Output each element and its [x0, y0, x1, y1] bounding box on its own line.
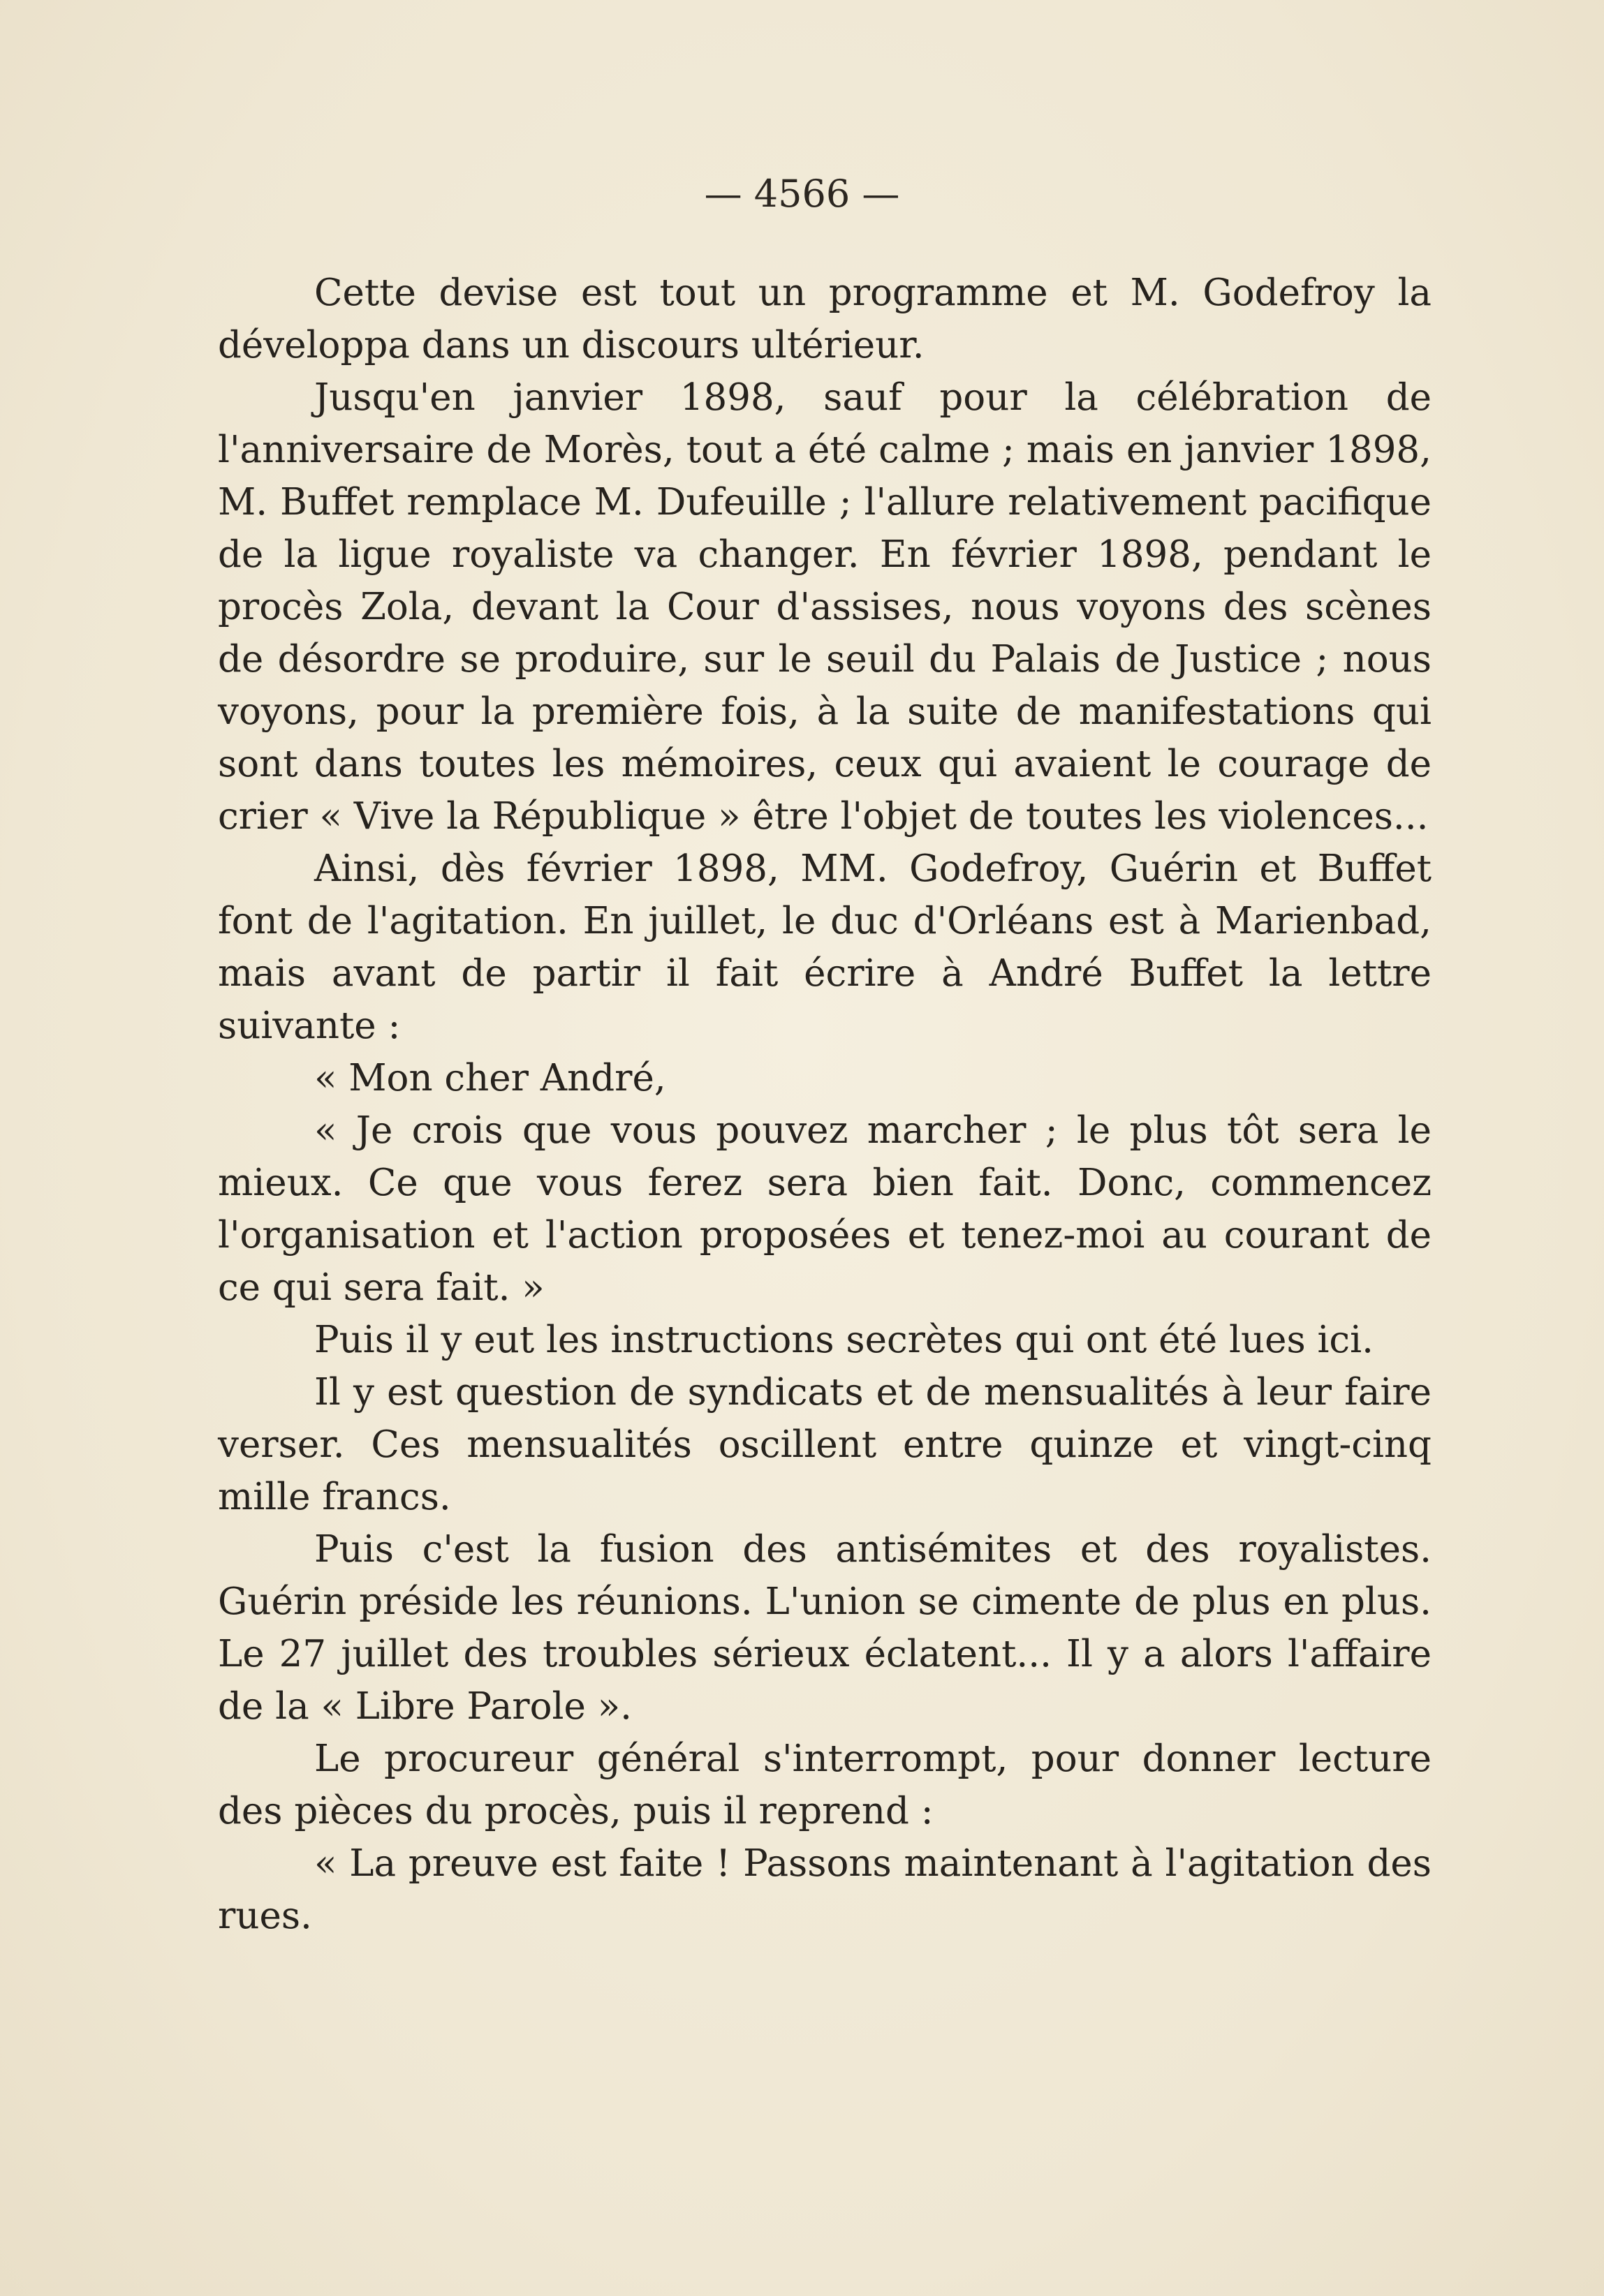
- paragraph: Puis c'est la fusion des antisémites et des royalistes. Guérin préside les réunions. L'union se cimente de plus en plus. Le 27 juillet des troubles sérieux éclatent... Il y a alors l'affaire de la « Libre Parole ».: [218, 1528, 1432, 1728]
- paragraph: Cette devise est tout un programme et M. Godefroy la développa dans un discours ultérieur.: [218, 272, 1432, 366]
- paragraph: Le procureur général s'interrompt, pour donner lecture des pièces du procès, puis il reprend :: [218, 1738, 1432, 1832]
- paragraph: Puis il y eut les instructions secrètes qui ont été lues ici.: [314, 1319, 1374, 1361]
- letter-body: « Je crois que vous pouvez marcher ; le plus tôt sera le mieux. Ce que vous ferez sera bien fait. Donc, commencez l'organisation et l'action proposées et tenez-moi au courant de ce qui sera fait. »: [218, 1109, 1432, 1309]
- body-text: [218, 267, 1432, 1942]
- paragraph: Ainsi, dès février 1898, MM. Godefroy, Guérin et Buffet font de l'agitation. En juillet, le duc d'Orléans est à Marienbad, mais avant de partir il fait écrire à André Buffet la lettre suivante :: [218, 847, 1432, 1047]
- quotation: « La preuve est faite ! Passons maintenant à l'agitation des rues.: [218, 1842, 1432, 1937]
- letter-salutation: « Mon cher André,: [314, 1057, 666, 1099]
- paragraph: Il y est question de syndicats et de mensualités à leur faire verser. Ces mensualités oscillent entre quinze et vingt-cinq mille francs.: [218, 1371, 1432, 1518]
- paragraph: Jusqu'en janvier 1898, sauf pour la célébration de l'anniversaire de Morès, tout a été calme ; mais en janvier 1898, M. Buffet remplace M. Dufeuille ; l'allure relativement pacifique de la ligue royaliste va changer. En février 1898, pendant le procès Zola, devant la Cour d'assises, nous voyons des scènes de désordre se produire, sur le seuil du Palais de Justice ; nous voyons, pour la première fois, à la suite de manifestations qui sont dans toutes les mémoires, ceux qui avaient le courage de crier « Vive la République » être l'objet de toutes les violences...: [218, 376, 1432, 838]
- page-number: — 4566 —: [704, 172, 900, 216]
